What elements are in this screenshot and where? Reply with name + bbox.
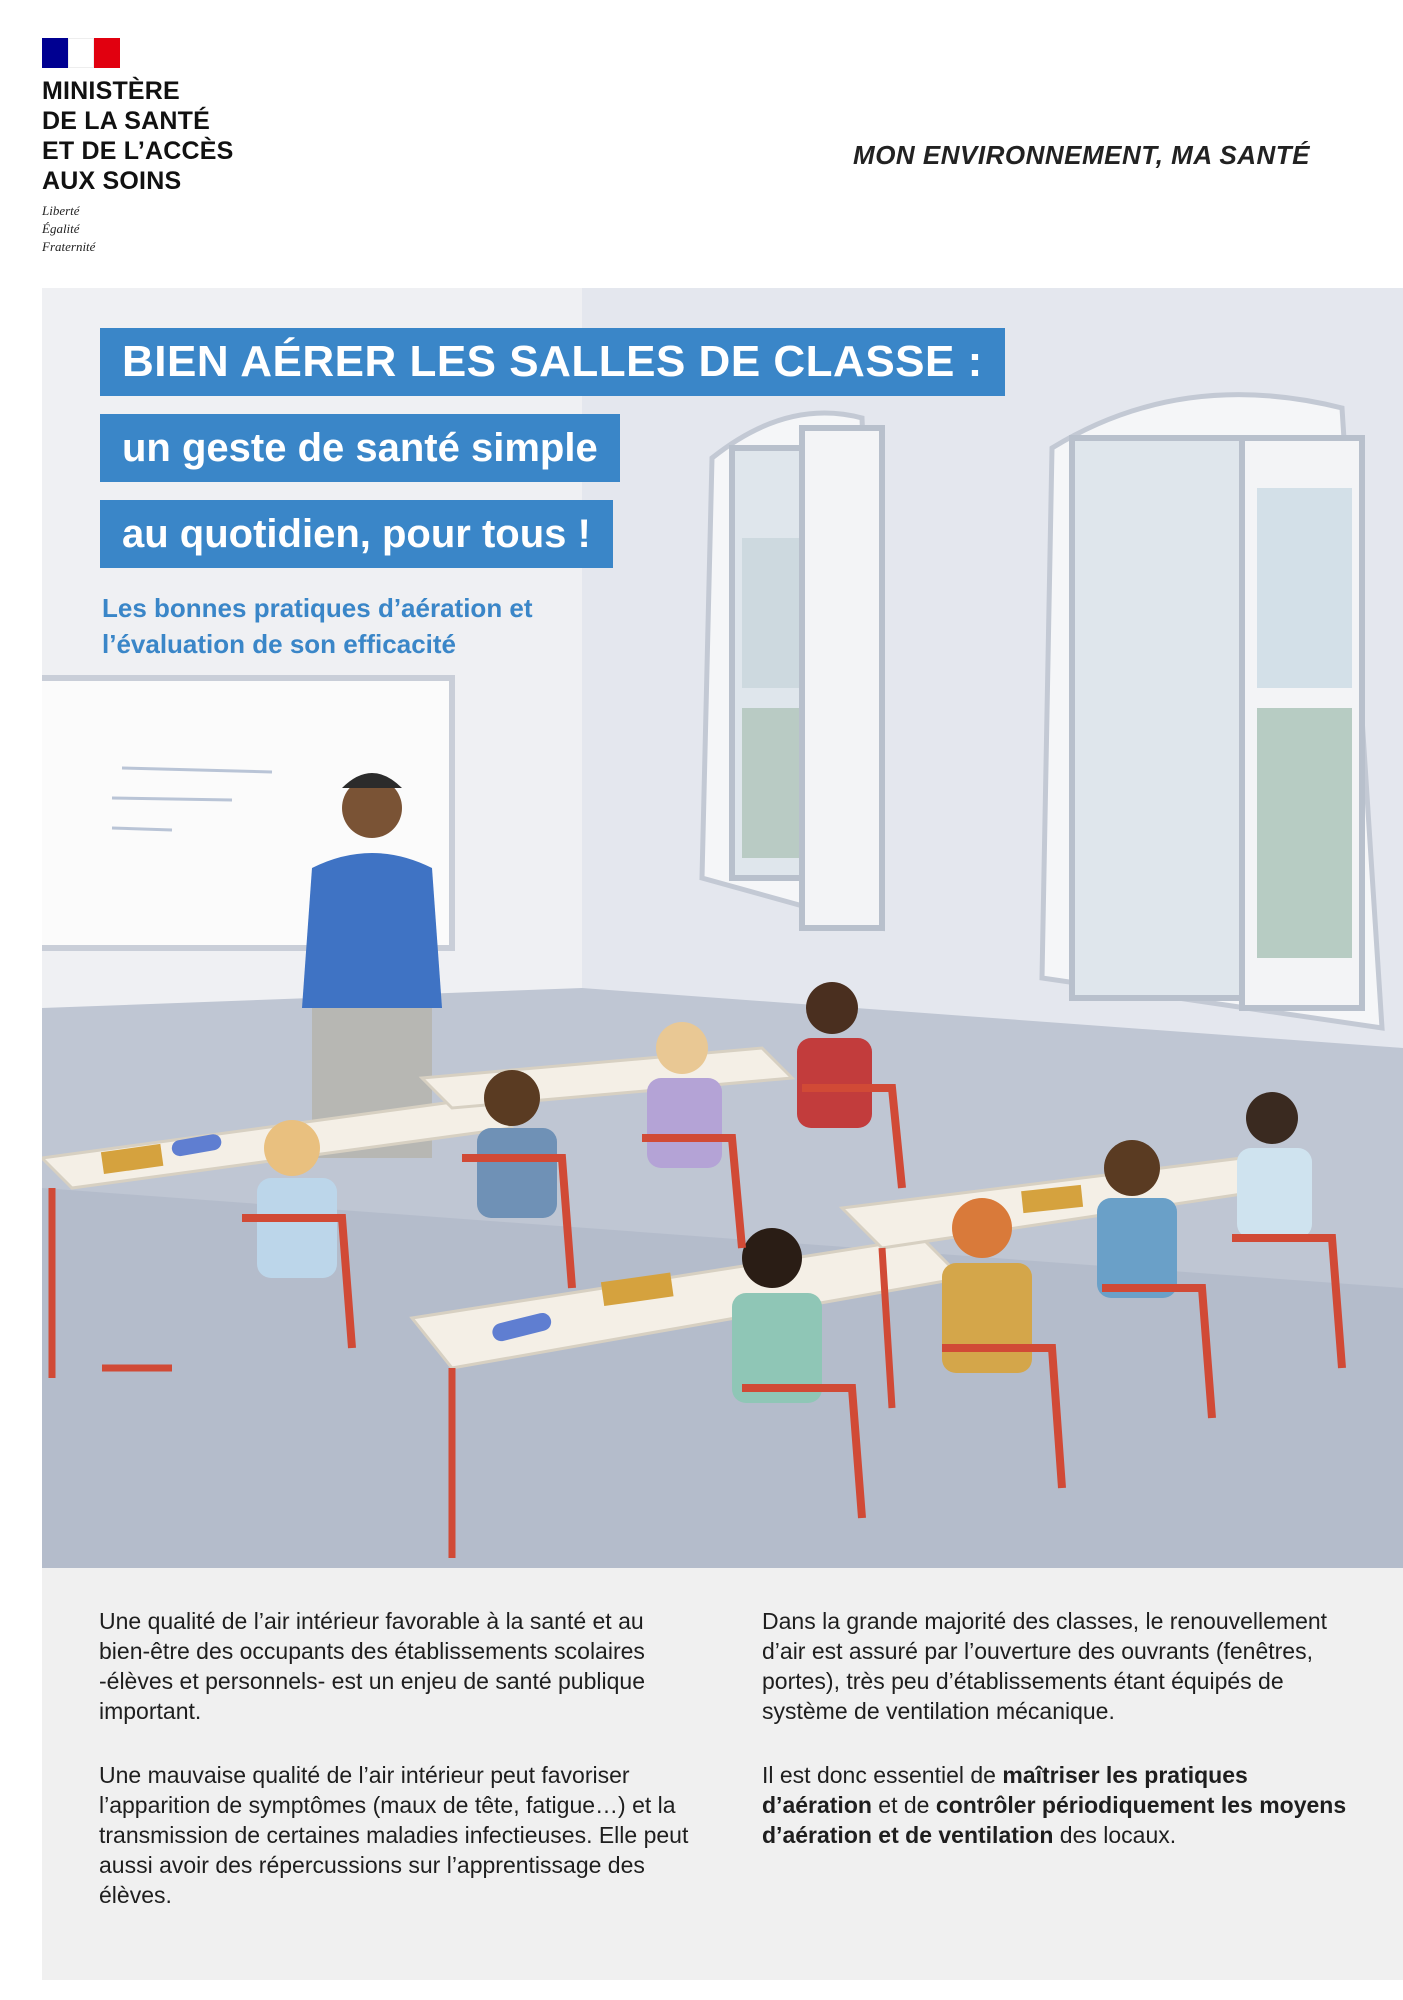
government-logo [42,38,234,256]
recommendation-intro: Il est donc essentiel de [762,1762,1003,1788]
main-title-line-1: BIEN AÉRER LES SALLES DE CLASSE : [100,328,1005,396]
recommendation-bold-1: maîtriser les pratiques d’aération [762,1762,1248,1818]
paragraph-poor-air-effects: Une mauvaise qualité de l’air intérieur peut favoriser l’apparition de symptômes (maux de tête, fatigue…) et la transmission de certaines maladies infectieuses. Elle peut aussi avoir des répercussions sur l’apprentissage des élèves. [99,1762,689,1908]
paragraph-air-quality: Une qualité de l’air intérieur favorable à la santé et au bien-être des occupants des établissements scolaires -élèves et personnels- est un enjeu de santé publique important. [99,1608,645,1724]
subtitle: Les bonnes pratiques d’aération et l’évaluation de son efficacité [102,593,533,659]
paragraph-key-recommendation [762,1760,1362,1850]
french-flag-icon [42,38,120,68]
left-column [99,1606,699,1944]
recommendation-end: des locaux. [1053,1822,1177,1848]
main-title-line-3: au quotidien, pour tous ! [100,500,613,568]
recommendation-mid: et de [871,1792,936,1818]
classroom-illustration [42,288,1403,1568]
republic-motto: Liberté Égalité Fraternité [42,203,96,254]
paragraph-air-renewal: Dans la grande majorité des classes, le renouvellement d’air est assuré par l’ouverture des ouvrants (fenêtres, portes), très peu d’établissements étant équipés de système de ventilation mécanique. [762,1608,1328,1724]
info-panel [42,1568,1403,1980]
campaign-tagline: MON ENVIRONNEMENT, MA SANTÉ [853,140,1310,170]
ministry-name: MINISTÈRE DE LA SANTÉ ET DE L’ACCÈS AUX SOINS [42,77,234,195]
recommendation-bold-2: contrôler périodiquement les moyens d’aération et de ventilation [762,1792,1347,1848]
right-column [762,1606,1362,1884]
main-title-line-2: un geste de santé simple [100,414,620,482]
